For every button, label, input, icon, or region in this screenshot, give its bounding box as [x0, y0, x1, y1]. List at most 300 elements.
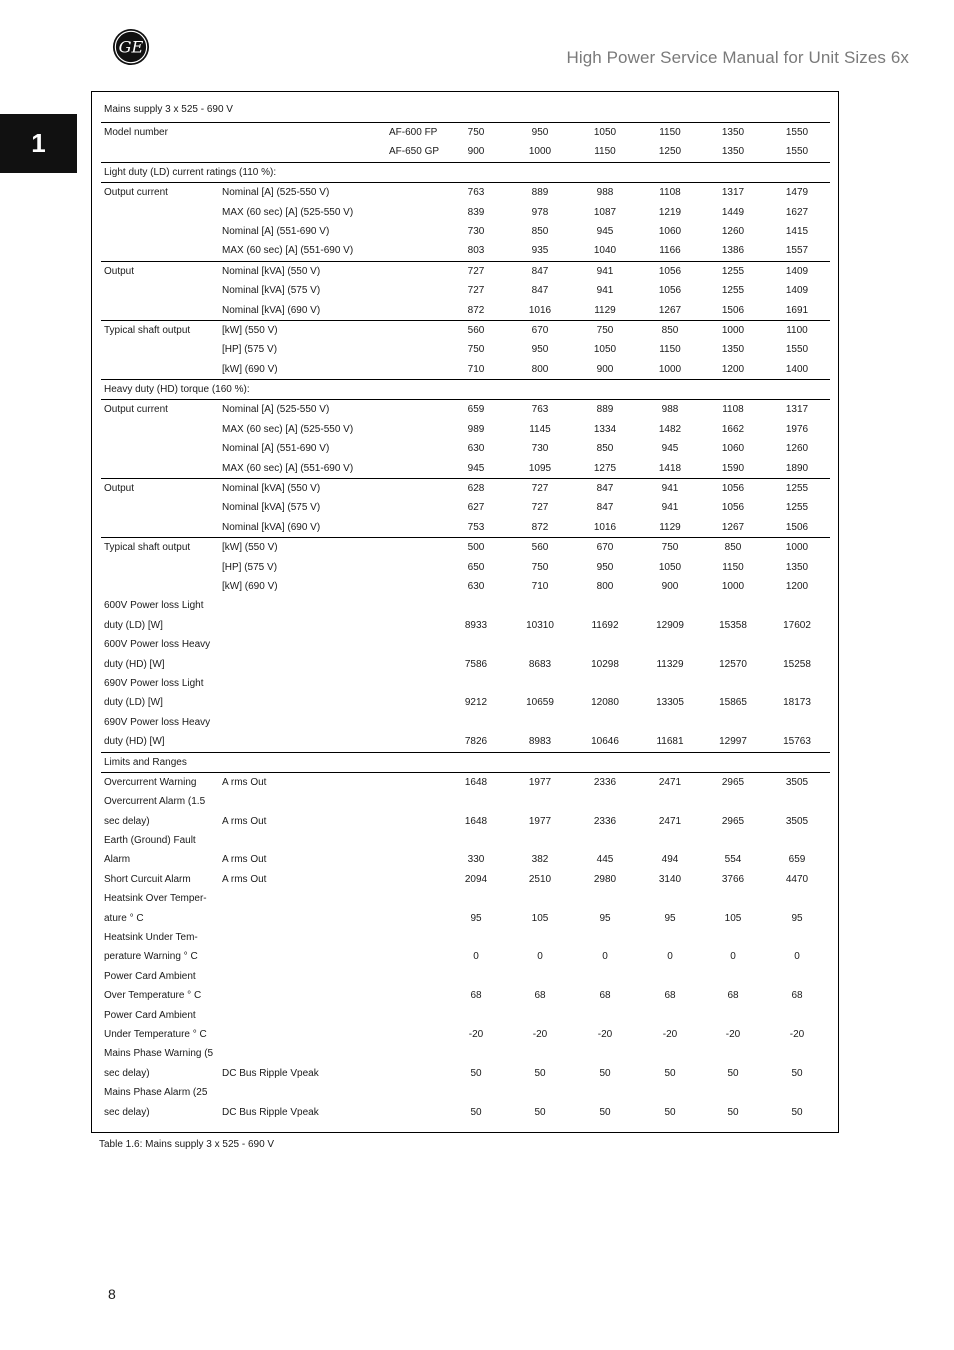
value-cell: 1200: [785, 580, 809, 592]
value-cell: 1557: [785, 245, 809, 257]
value-cell: 1334: [593, 423, 617, 435]
row-label: duty (HD) [W]: [104, 736, 165, 748]
value-cell: 1000: [658, 363, 682, 375]
value-cell: 95: [664, 912, 676, 924]
value-cell: 935: [531, 245, 549, 257]
value-cell: 872: [467, 304, 485, 316]
value-cell: 1056: [658, 285, 682, 297]
row-sublabel: Nominal [kVA] (575 V): [222, 502, 321, 514]
value-cell: 95: [470, 912, 482, 924]
value-cell: 1506: [721, 304, 745, 316]
value-cell: 17602: [783, 619, 811, 631]
value-cell: 847: [596, 502, 614, 514]
value-cell: 659: [788, 854, 806, 866]
value-cell: 2980: [593, 873, 617, 885]
value-cell: 68: [534, 990, 546, 1002]
table-row: [101, 478, 830, 498]
value-cell: 945: [467, 462, 485, 474]
value-cell: 15358: [719, 619, 747, 631]
value-cell: 0: [537, 951, 543, 963]
value-cell: -20: [789, 1028, 805, 1040]
value-cell: 1977: [528, 815, 552, 827]
value-cell: 1150: [594, 146, 616, 158]
table-row: [101, 577, 830, 596]
row-sublabel: MAX (60 sec) [A] (551-690 V): [222, 245, 354, 257]
value-cell: 1977: [528, 776, 552, 788]
value-cell: 1000: [721, 580, 745, 592]
value-cell: 0: [794, 951, 800, 963]
value-cell: 1050: [658, 561, 682, 573]
value-cell: 560: [531, 542, 549, 554]
table-row: [101, 203, 830, 222]
row-sublabel: Nominal [A] (551-690 V): [222, 225, 330, 237]
value-cell: 50: [599, 1106, 611, 1118]
value-cell: 950: [531, 344, 549, 356]
row-label: Heatsink Under Tem-: [104, 932, 198, 944]
value-cell: 900: [661, 580, 679, 592]
row-label: sec delay): [104, 815, 150, 827]
value-cell: 850: [531, 225, 549, 237]
value-cell: 12997: [719, 736, 747, 748]
value-cell: 2510: [528, 873, 552, 885]
value-cell: 1648: [464, 776, 488, 788]
value-cell: 1108: [659, 187, 681, 199]
value-cell: 1317: [785, 404, 809, 416]
value-cell: 1016: [593, 521, 617, 533]
value-cell: 15763: [783, 736, 811, 748]
row-label: Typical shaft output: [104, 324, 191, 336]
value-cell: 1255: [721, 285, 745, 297]
value-cell: 659: [467, 404, 485, 416]
value-cell: 1087: [593, 206, 617, 218]
row-label: Power Card Ambient: [104, 1009, 196, 1021]
value-cell: 1060: [658, 225, 682, 237]
chapter-tab: 1: [0, 114, 77, 173]
row-sublabel: Nominal [kVA] (550 V): [222, 483, 321, 495]
value-cell: 710: [531, 580, 549, 592]
table-row: [101, 655, 830, 674]
row-label: Limits and Ranges: [104, 756, 187, 768]
value-cell: 727: [531, 483, 549, 495]
value-cell: 50: [664, 1067, 676, 1079]
row-label: Light duty (LD) current ratings (110 %):: [104, 166, 277, 178]
value-cell: 850: [724, 542, 742, 554]
value-cell: 1350: [721, 146, 745, 158]
value-cell: 989: [467, 423, 485, 435]
value-cell: -20: [468, 1028, 484, 1040]
table-row: [101, 928, 830, 947]
value-cell: 3505: [785, 815, 809, 827]
ge-logo-icon: [112, 28, 150, 66]
row-sublabel: MAX (60 sec) [A] (525-550 V): [222, 206, 354, 218]
row-label: Mains Phase Alarm (25: [104, 1087, 208, 1099]
value-cell: 750: [467, 127, 485, 138]
table-row: [101, 1083, 830, 1102]
value-cell: 1145: [529, 423, 551, 435]
table-row: [101, 518, 830, 537]
value-cell: 50: [470, 1067, 482, 1079]
value-cell: 10646: [591, 736, 619, 748]
table-row: [101, 986, 830, 1005]
value-cell: 1550: [785, 127, 809, 138]
table-row: [101, 1044, 830, 1063]
value-cell: 1219: [658, 206, 682, 218]
value-cell: 1150: [659, 127, 681, 138]
page-number: 8: [108, 1286, 116, 1302]
value-cell: 1662: [721, 423, 745, 435]
value-cell: 330: [467, 854, 485, 866]
table-row: [101, 732, 830, 751]
svg-text:GE: GE: [118, 37, 144, 57]
row-label: Mains Phase Warning (5: [104, 1048, 214, 1060]
value-cell: -20: [662, 1028, 678, 1040]
value-cell: 730: [467, 225, 485, 237]
row-label: Short Curcuit Alarm: [104, 873, 191, 885]
table-row: [101, 558, 830, 577]
row-sublabel: [kW] (550 V): [222, 324, 278, 336]
value-cell: 50: [470, 1106, 482, 1118]
value-cell: 1550: [785, 344, 809, 356]
value-cell: 382: [531, 854, 549, 866]
value-cell: 1415: [785, 225, 809, 237]
table-row: [101, 379, 830, 399]
value-cell: 750: [596, 324, 614, 336]
value-cell: 1350: [721, 127, 745, 138]
value-cell: 50: [791, 1067, 803, 1079]
value-cell: 889: [531, 187, 549, 199]
row-label: duty (HD) [W]: [104, 658, 165, 670]
row-sublabel: Nominal [kVA] (690 V): [222, 304, 321, 316]
value-cell: 941: [661, 483, 679, 495]
value-cell: 68: [664, 990, 676, 1002]
value-cell: 1976: [785, 423, 809, 435]
value-cell: 1260: [785, 443, 809, 455]
value-cell: 0: [473, 951, 479, 963]
value-cell: 11681: [656, 736, 684, 748]
value-cell: 1418: [658, 462, 682, 474]
value-cell: 1000: [721, 324, 745, 336]
table-row: [101, 281, 830, 300]
value-cell: 1056: [721, 502, 745, 514]
row-sublabel: Nominal [kVA] (550 V): [222, 265, 321, 277]
value-cell: 1150: [722, 561, 744, 573]
row-label: Output: [104, 265, 135, 277]
value-cell: 3505: [785, 776, 809, 788]
value-cell: 0: [667, 951, 673, 963]
row-sublabel: Nominal [kVA] (690 V): [222, 521, 321, 533]
value-cell: 1095: [528, 462, 552, 474]
table-row: [101, 182, 830, 202]
value-cell: 2965: [721, 815, 745, 827]
table-row: [101, 850, 830, 869]
value-cell: 2336: [593, 776, 617, 788]
table-row: [101, 616, 830, 635]
value-cell: 7586: [464, 658, 488, 670]
value-cell: 1056: [658, 265, 682, 277]
value-cell: 1250: [658, 146, 682, 158]
row-sublabel: Nominal [A] (525-550 V): [222, 404, 330, 416]
value-cell: 1590: [721, 462, 745, 474]
table-row: [101, 360, 830, 379]
value-cell: 1648: [464, 815, 488, 827]
table-row: [101, 439, 830, 458]
value-cell: 750: [531, 561, 549, 573]
value-cell: 889: [596, 404, 614, 416]
table-row: [101, 1006, 830, 1025]
value-cell: 753: [467, 521, 485, 533]
table-row: [101, 222, 830, 241]
row-label: Heatsink Over Temper-: [104, 893, 207, 905]
value-cell: 11329: [656, 658, 684, 670]
value-cell: 1108: [722, 404, 744, 416]
table-row: [101, 1064, 830, 1083]
row-label: Heavy duty (HD) torque (160 %):: [104, 384, 250, 396]
value-cell: 730: [531, 443, 549, 455]
value-cell: 1691: [785, 304, 809, 316]
value-cell: 15865: [719, 697, 747, 709]
value-cell: 494: [661, 854, 679, 866]
value-cell: 1000: [528, 146, 552, 158]
table-row: [101, 812, 830, 831]
value-cell: 1267: [721, 521, 745, 533]
value-cell: 2965: [721, 776, 745, 788]
table-row: [101, 693, 830, 712]
value-cell: 950: [531, 127, 549, 138]
table-row: [101, 459, 830, 478]
table-caption: Table 1.6: Mains supply 3 x 525 - 690 V: [99, 1139, 275, 1150]
value-cell: 7826: [464, 736, 488, 748]
value-cell: -20: [532, 1028, 548, 1040]
row-label: Earth (Ground) Fault: [104, 835, 196, 847]
value-cell: 1409: [785, 265, 809, 277]
value-cell: 1890: [785, 462, 809, 474]
row-sublabel: DC Bus Ripple Vpeak: [222, 1106, 319, 1118]
value-cell: 2094: [464, 873, 488, 885]
value-cell: 10298: [591, 658, 619, 670]
table-row: [101, 320, 830, 340]
value-cell: 50: [727, 1106, 739, 1118]
value-cell: 0: [730, 951, 736, 963]
value-cell: 8683: [528, 658, 552, 670]
value-cell: 13305: [656, 697, 684, 709]
table-row: [101, 1103, 830, 1122]
value-cell: 1060: [721, 443, 745, 455]
value-cell: 2336: [593, 815, 617, 827]
row-label: Model number: [104, 127, 168, 138]
value-cell: 630: [467, 443, 485, 455]
table-row: [101, 752, 830, 772]
table-row: [101, 301, 830, 320]
value-cell: 945: [596, 225, 614, 237]
value-cell: 1016: [528, 304, 552, 316]
row-label: Output current: [104, 187, 168, 199]
value-cell: 9212: [464, 697, 488, 709]
table-row: [101, 340, 830, 359]
table-row: [101, 1025, 830, 1044]
value-cell: 1550: [785, 146, 809, 158]
row-label: Power Card Ambient: [104, 970, 196, 982]
row-label: Under Temperature ° C: [104, 1028, 207, 1040]
value-cell: 900: [467, 146, 485, 158]
row-sublabel: [kW] (690 V): [222, 363, 278, 375]
value-cell: 1267: [658, 304, 682, 316]
value-cell: 847: [531, 285, 549, 297]
value-cell: 800: [596, 580, 614, 592]
value-cell: 1275: [593, 462, 617, 474]
row-label: Typical shaft output: [104, 542, 191, 554]
row-label: Over Temperature ° C: [104, 990, 202, 1002]
document-header-title: High Power Service Manual for Unit Sizes 6x: [566, 48, 909, 67]
row-label: duty (LD) [W]: [104, 619, 163, 631]
row-label: 600V Power loss Heavy: [104, 639, 211, 651]
row-label: Output current: [104, 404, 168, 416]
value-cell: 68: [470, 990, 482, 1002]
value-cell: 628: [467, 483, 485, 495]
value-cell: 4470: [785, 873, 809, 885]
value-cell: 710: [467, 363, 485, 375]
value-cell: 978: [531, 206, 549, 218]
spec-table: [101, 98, 830, 1122]
table-row: [101, 889, 830, 908]
row-sublabel: A rms Out: [222, 815, 267, 827]
value-cell: 750: [467, 344, 485, 356]
value-cell: 1000: [785, 542, 809, 554]
value-cell: -20: [597, 1028, 613, 1040]
value-cell: 95: [599, 912, 611, 924]
value-cell: 1200: [721, 363, 745, 375]
value-cell: 12909: [656, 619, 684, 631]
table-row: [101, 967, 830, 986]
value-cell: 1040: [593, 245, 617, 257]
value-cell: 1166: [659, 245, 681, 257]
value-cell: 8983: [528, 736, 552, 748]
value-cell: 50: [664, 1106, 676, 1118]
value-cell: 988: [596, 187, 614, 199]
value-cell: 1255: [785, 483, 809, 495]
value-cell: 727: [467, 285, 485, 297]
table-row: [101, 241, 830, 260]
value-cell: 627: [467, 502, 485, 514]
table-row: [101, 537, 830, 557]
table-row: [101, 792, 830, 811]
value-cell: 950: [596, 561, 614, 573]
value-cell: 50: [727, 1067, 739, 1079]
value-cell: 95: [791, 912, 803, 924]
row-label: Overcurrent Alarm (1.5: [104, 796, 206, 808]
table-row: [101, 399, 830, 419]
row-label: ature ° C: [104, 912, 144, 924]
value-cell: 850: [661, 324, 679, 336]
value-cell: 847: [531, 265, 549, 277]
value-cell: 68: [727, 990, 739, 1002]
value-cell: 1050: [593, 127, 617, 138]
row-sublabel: [kW] (690 V): [222, 580, 278, 592]
row-sublabel: MAX (60 sec) [A] (525-550 V): [222, 423, 354, 435]
value-cell: 1449: [721, 206, 745, 218]
value-cell: -20: [725, 1028, 741, 1040]
table-heading: Mains supply 3 x 525 - 690 V: [104, 104, 233, 115]
table-row: [101, 498, 830, 517]
row-sublabel: [HP] (575 V): [222, 344, 278, 356]
value-cell: 18173: [783, 697, 811, 709]
value-cell: 872: [531, 521, 549, 533]
value-cell: 1260: [721, 225, 745, 237]
table-row: [101, 261, 830, 281]
value-cell: 445: [596, 854, 614, 866]
value-cell: 560: [467, 324, 485, 336]
value-cell: 941: [661, 502, 679, 514]
value-cell: 1050: [593, 344, 617, 356]
value-cell: 11692: [591, 619, 619, 631]
value-cell: 941: [596, 285, 614, 297]
row-model: AF-600 FP: [389, 127, 438, 138]
value-cell: 1400: [785, 363, 809, 375]
value-cell: 1317: [721, 187, 745, 199]
value-cell: 941: [596, 265, 614, 277]
row-sublabel: MAX (60 sec) [A] (551-690 V): [222, 462, 354, 474]
row-label: 690V Power loss Heavy: [104, 716, 211, 728]
value-cell: 1255: [785, 502, 809, 514]
value-cell: 847: [596, 483, 614, 495]
table-row: [101, 772, 830, 792]
value-cell: 1479: [785, 187, 809, 199]
value-cell: 1409: [785, 285, 809, 297]
row-model: AF-650 GP: [389, 146, 440, 158]
value-cell: 1386: [721, 245, 745, 257]
row-sublabel: Nominal [kVA] (575 V): [222, 285, 321, 297]
row-label: Output: [104, 483, 135, 495]
table-row: [101, 142, 830, 161]
value-cell: 650: [467, 561, 485, 573]
value-cell: 670: [596, 542, 614, 554]
row-sublabel: A rms Out: [222, 776, 267, 788]
value-cell: 500: [467, 542, 485, 554]
row-sublabel: DC Bus Ripple Vpeak: [222, 1067, 319, 1079]
value-cell: 12080: [591, 697, 619, 709]
value-cell: 988: [661, 404, 679, 416]
row-label: sec delay): [104, 1067, 150, 1079]
row-sublabel: Nominal [A] (551-690 V): [222, 443, 330, 455]
row-label: sec delay): [104, 1106, 150, 1118]
value-cell: 50: [599, 1067, 611, 1079]
value-cell: 763: [467, 187, 485, 199]
value-cell: 10659: [526, 697, 554, 709]
value-cell: 68: [599, 990, 611, 1002]
table-row: [101, 909, 830, 928]
value-cell: 2471: [658, 815, 682, 827]
value-cell: 0: [602, 951, 608, 963]
value-cell: 1150: [659, 344, 681, 356]
row-label: duty (LD) [W]: [104, 697, 163, 709]
value-cell: 105: [724, 912, 742, 924]
row-sublabel: [kW] (550 V): [222, 542, 278, 554]
value-cell: 1100: [786, 324, 808, 336]
value-cell: 105: [531, 912, 549, 924]
value-cell: 50: [534, 1067, 546, 1079]
value-cell: 15258: [783, 658, 811, 670]
value-cell: 68: [791, 990, 803, 1002]
row-label: perature Warning ° C: [104, 951, 198, 963]
value-cell: 850: [596, 443, 614, 455]
value-cell: 803: [467, 245, 485, 257]
table-row: [101, 635, 830, 654]
table-heading-row: [101, 98, 830, 122]
value-cell: 1129: [594, 304, 616, 316]
row-label: 600V Power loss Light: [104, 600, 204, 612]
row-label: Alarm: [104, 854, 131, 866]
value-cell: 1129: [659, 521, 681, 533]
value-cell: 1350: [721, 344, 745, 356]
